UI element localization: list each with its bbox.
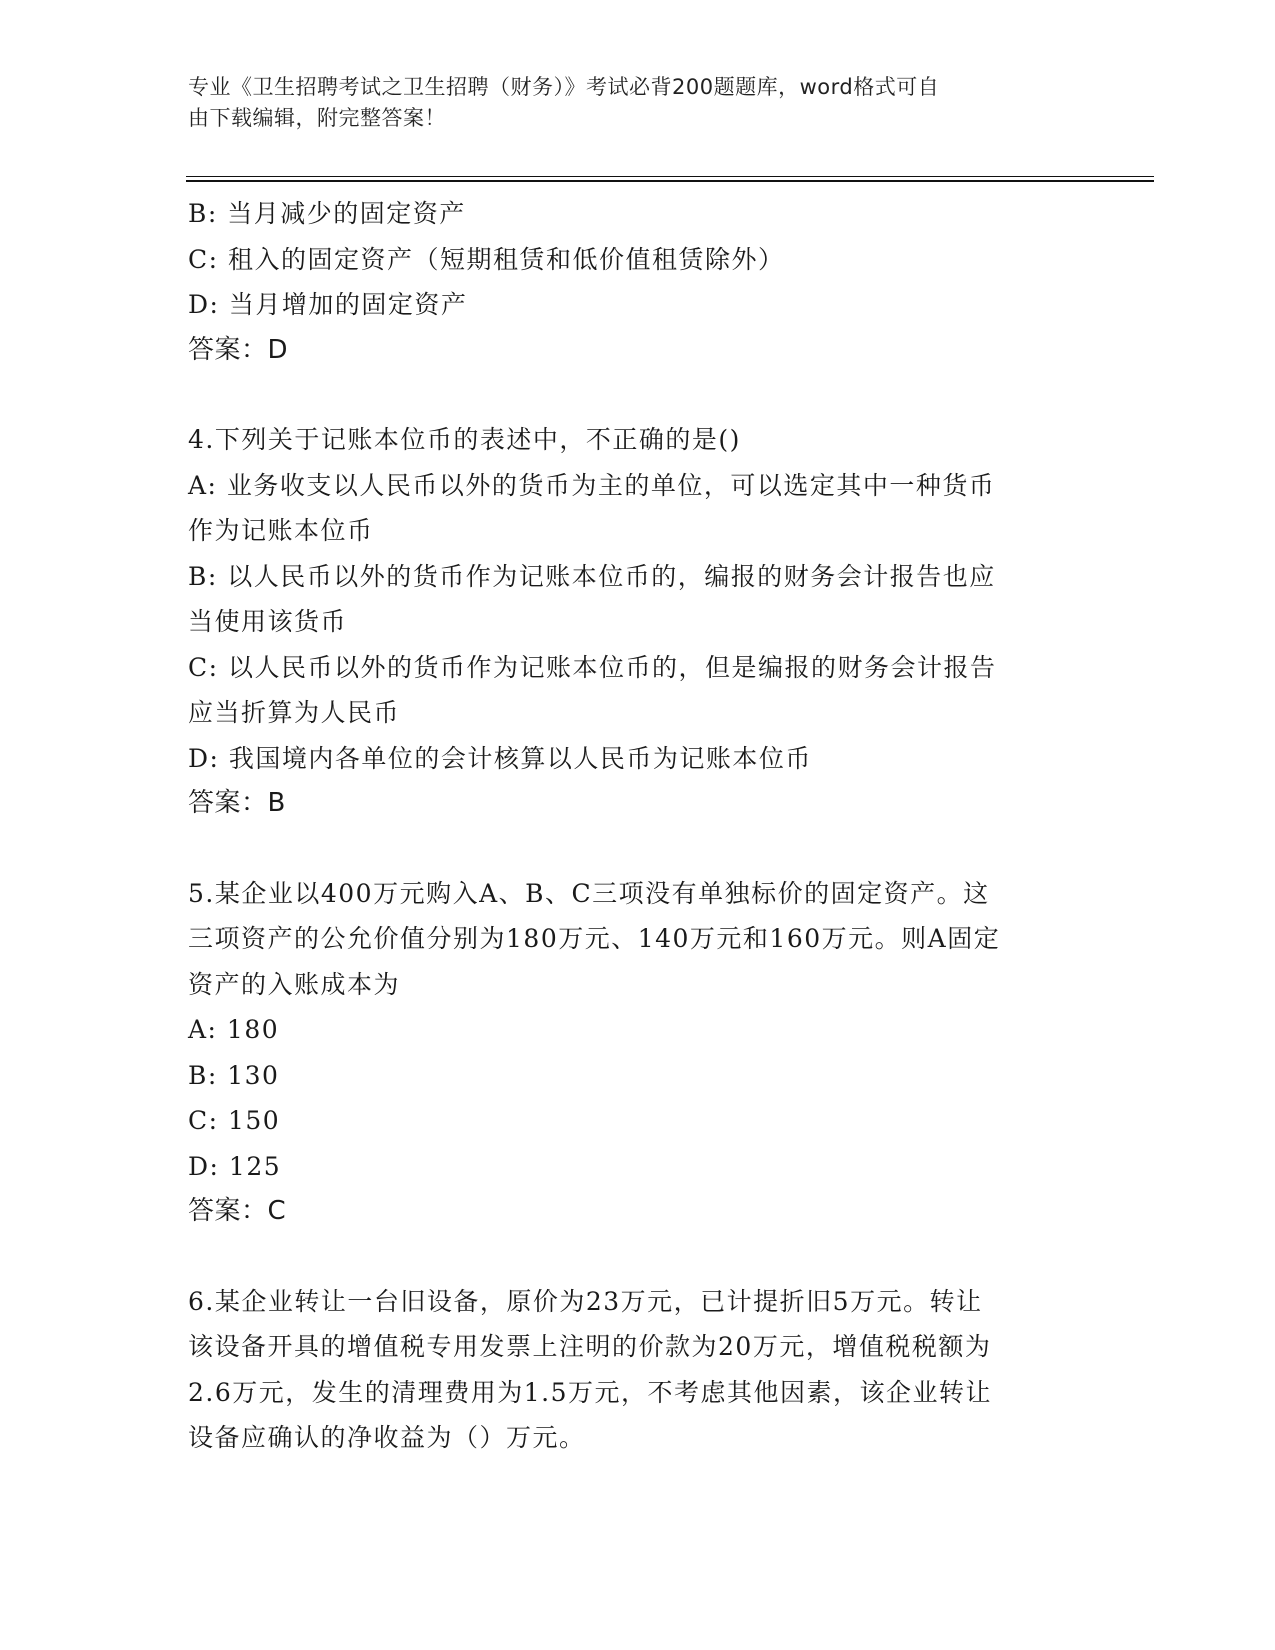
header-line-1: 专业《卫生招聘考试之卫生招聘（财务）》考试必背200题题库，word格式可自 xyxy=(188,75,940,99)
q3-option-c: C: 租入的固定资产（短期租赁和低价值租赁除外） xyxy=(188,244,785,274)
header-divider-thick xyxy=(186,180,1154,182)
q5-stem-line-2: 三项资产的公允价值分别为180万元、140万元和160万元。则A固定 xyxy=(188,924,1001,953)
spacer xyxy=(188,373,1088,417)
q3-option-b: B: 当月减少的固定资产 xyxy=(188,199,466,228)
question-5-block xyxy=(188,871,1088,1235)
q4-option-b-line-1: B: 以人民币以外的货币作为记账本位币的，编报的财务会计报告也应 xyxy=(188,561,996,591)
q6-stem-line-1: 6.某企业转让一台旧设备，原价为23万元，已计提折旧5万元。转让 xyxy=(188,1286,983,1316)
q4-option-a-line-1: A: 业务收支以人民币以外的货币为主的单位，可以选定其中一种货币 xyxy=(188,470,996,500)
q5-option-a: A: 180 xyxy=(188,1015,280,1044)
question-4-block xyxy=(188,417,1088,827)
q5-option-c: C: 150 xyxy=(188,1106,281,1135)
q5-stem-line-3: 资产的入账成本为 xyxy=(188,969,401,999)
q4-option-d: D: 我国境内各单位的会计核算以人民币为记账本位币 xyxy=(188,743,812,773)
q6-stem-line-3: 2.6万元，发生的清理费用为1.5万元，不考虑其他因素，该企业转让 xyxy=(188,1377,993,1407)
q4-option-c-line-1: C: 以人民币以外的货币作为记账本位币的，但是编报的财务会计报告 xyxy=(188,652,997,682)
document-body xyxy=(188,191,1088,1461)
spacer xyxy=(188,827,1088,871)
question-3-block xyxy=(188,191,1088,373)
header-divider-thin xyxy=(186,176,1154,177)
q6-stem-line-4: 设备应确认的净收益为（）万元。 xyxy=(188,1423,586,1452)
q4-option-a-line-2: 作为记账本位币 xyxy=(188,516,374,545)
q4-option-b-line-2: 当使用该货币 xyxy=(188,607,348,636)
q5-answer: 答案：C xyxy=(188,1196,287,1226)
q4-answer: 答案：B xyxy=(188,788,286,818)
q5-option-d: D: 125 xyxy=(188,1151,282,1181)
q3-answer: 答案：D xyxy=(188,334,289,365)
document-header xyxy=(188,72,1068,134)
spacer xyxy=(188,1235,1088,1279)
header-line-2: 由下载编辑，附完整答案！ xyxy=(188,106,446,130)
q3-option-d: D: 当月增加的固定资产 xyxy=(188,290,468,319)
q5-option-b: B: 130 xyxy=(188,1060,280,1090)
q5-stem-line-1: 5.某企业以400万元购入A、B、C三项没有单独标价的固定资产。这 xyxy=(188,878,990,908)
q6-stem-line-2: 该设备开具的增值税专用发票上注明的价款为20万元，增值税税额为 xyxy=(188,1332,992,1361)
question-6-block xyxy=(188,1279,1088,1461)
q4-option-c-line-2: 应当折算为人民币 xyxy=(188,698,401,727)
q4-stem: 4.下列关于记账本位币的表述中，不正确的是() xyxy=(188,425,741,454)
